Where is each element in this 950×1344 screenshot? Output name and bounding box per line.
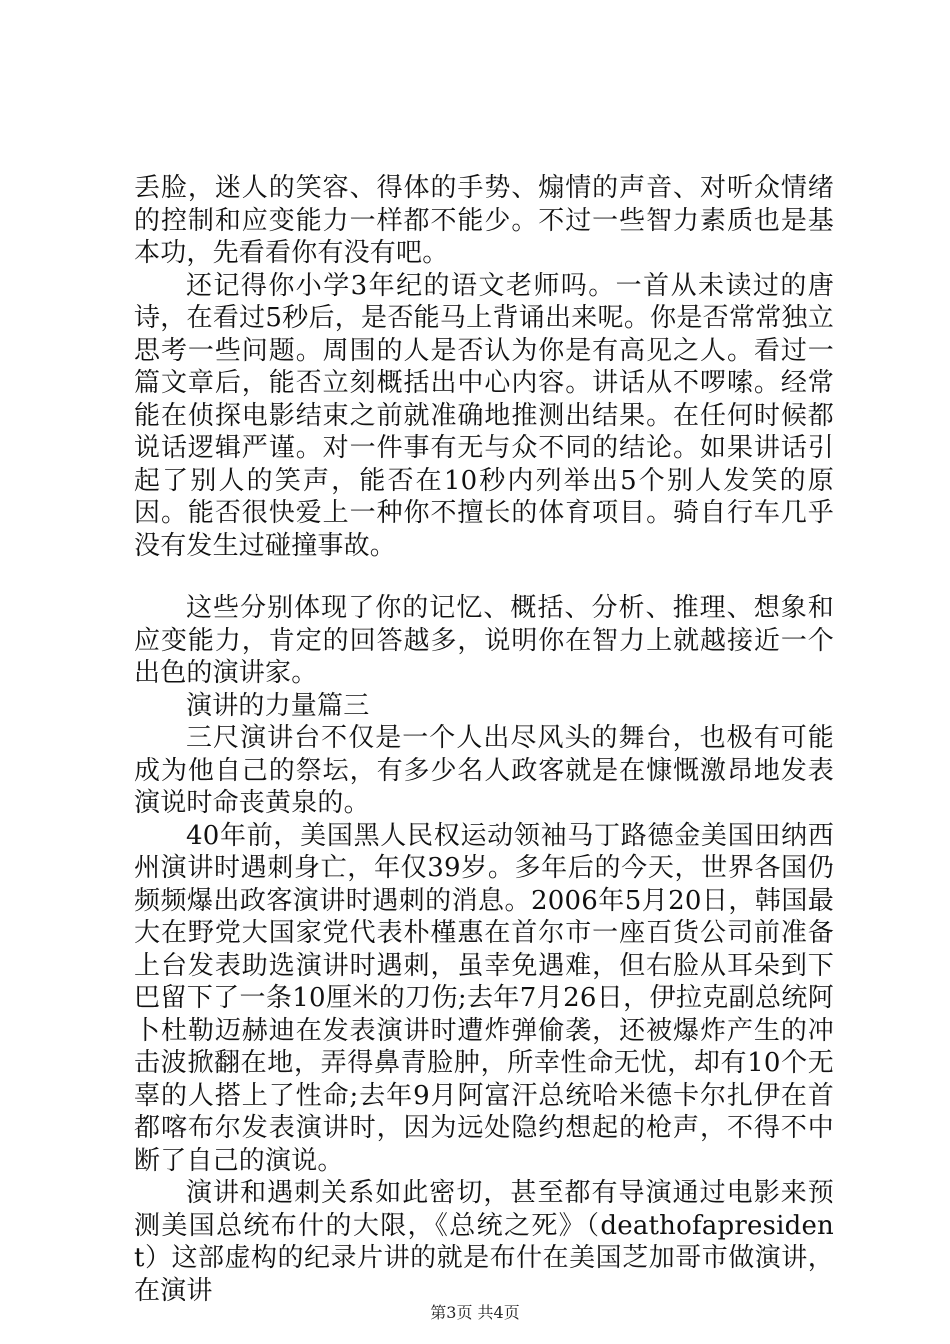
document-body [134,172,834,1307]
paragraph-4: 三尺演讲台不仅是一个人出尽风头的舞台，也极有可能成为他自己的祭坛，有多少名人政客就是在慷慨激昂地发表演说时命丧黄泉的。 [134,723,834,818]
paragraph-6: 演讲和遇刺关系如此密切，甚至都有导演通过电影来预测美国总统布什的大限，《总统之死》（deathofapresident）这部虚构的纪录片讲的就是布什在美国芝加哥市做演讲，在演讲 [134,1178,834,1306]
paragraph-1: 丢脸，迷人的笑容、得体的手势、煽情的声音、对听众情绪的控制和应变能力一样都不能少。不过一些智力素质也是基本功，先看看你有没有吧。 [134,173,834,268]
section-heading: 演讲的力量篇三 [186,690,370,721]
paragraph-5: 40年前，美国黑人民权运动领袖马丁路德金美国田纳西州演讲时遇刺身亡，年仅39岁。多年后的今天，世界各国仍频频爆出政客演讲时遇刺的消息。2006年5月20日，韩国最大在野党大国家党代表朴槿惠在首尔市一座百货公司前准备上台发表助选演讲时遇刺，虽幸免遇难，但右脸从耳朵到下巴留下了一条10厘米的刀伤;去年7月26日，伊拉克副总统阿卜杜勒迈赫迪在发表演讲时遭炸弹偷袭，还被爆炸产生的冲击波掀翻在地，弄得鼻青脸肿，所幸性命无忧，却有10个无辜的人搭上了性命;去年9月阿富汗总统哈米德卡尔扎伊在首都喀布尔发表演讲时，因为远处隐约想起的枪声，不得不中断了自己的演说。 [134,820,834,1176]
paragraph-2: 还记得你小学3年纪的语文老师吗。一首从未读过的唐诗，在看过5秒后，是否能马上背诵出来呢。你是否常常独立思考一些问题。周围的人是否认为你是有高见之人。看过一篇文章后，能否立刻概括出中心内容。讲话从不啰嗦。经常能在侦探电影结束之前就准确地推测出结果。在任何时候都说话逻辑严谨。对一件事有无与众不同的结论。如果讲话引起了别人的笑声，能否在10秒内列举出5个别人发笑的原因。能否很快爱上一种你不擅长的体育项目。骑自行车几乎没有发生过碰撞事故。 [134,270,834,561]
paragraph-3: 这些分别体现了你的记忆、概括、分析、推理、想象和应变能力，肯定的回答越多，说明你在智力上就越接近一个出色的演讲家。 [134,593,834,688]
page-number: 第3页 共4页 [430,1303,520,1322]
paragraph-spacer [134,562,834,592]
